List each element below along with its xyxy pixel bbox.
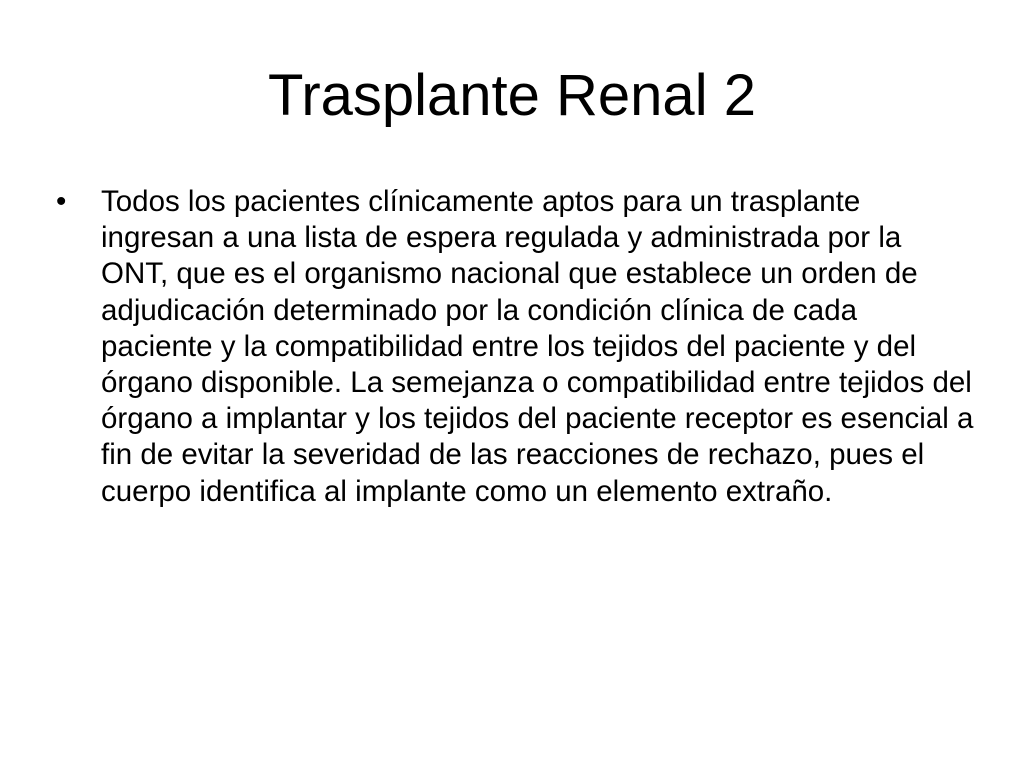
slide-title: Trasplante Renal 2 bbox=[268, 63, 756, 128]
bullet-text: Todos los pacientes clínicamente aptos para un trasplante ingresan a una lista de espera regulada y administrada por la ONT, que es el organismo nacional que establece un orden de adjudicación determinado por la condición clínica de cada paciente y la compatibilidad entre los tejidos del paciente y del órgano disponible. La semejanza o compatibilidad entre tejidos del órgano a implantar y los tejidos del paciente receptor es esencial a fin de evitar la severidad de las reacciones de rechazo, pues el cuerpo identifica al implante como un elemento extraño. bbox=[101, 185, 974, 508]
bullet-marker: • bbox=[56, 185, 67, 218]
bullet-list bbox=[56, 184, 976, 510]
bullet-item bbox=[56, 184, 976, 510]
